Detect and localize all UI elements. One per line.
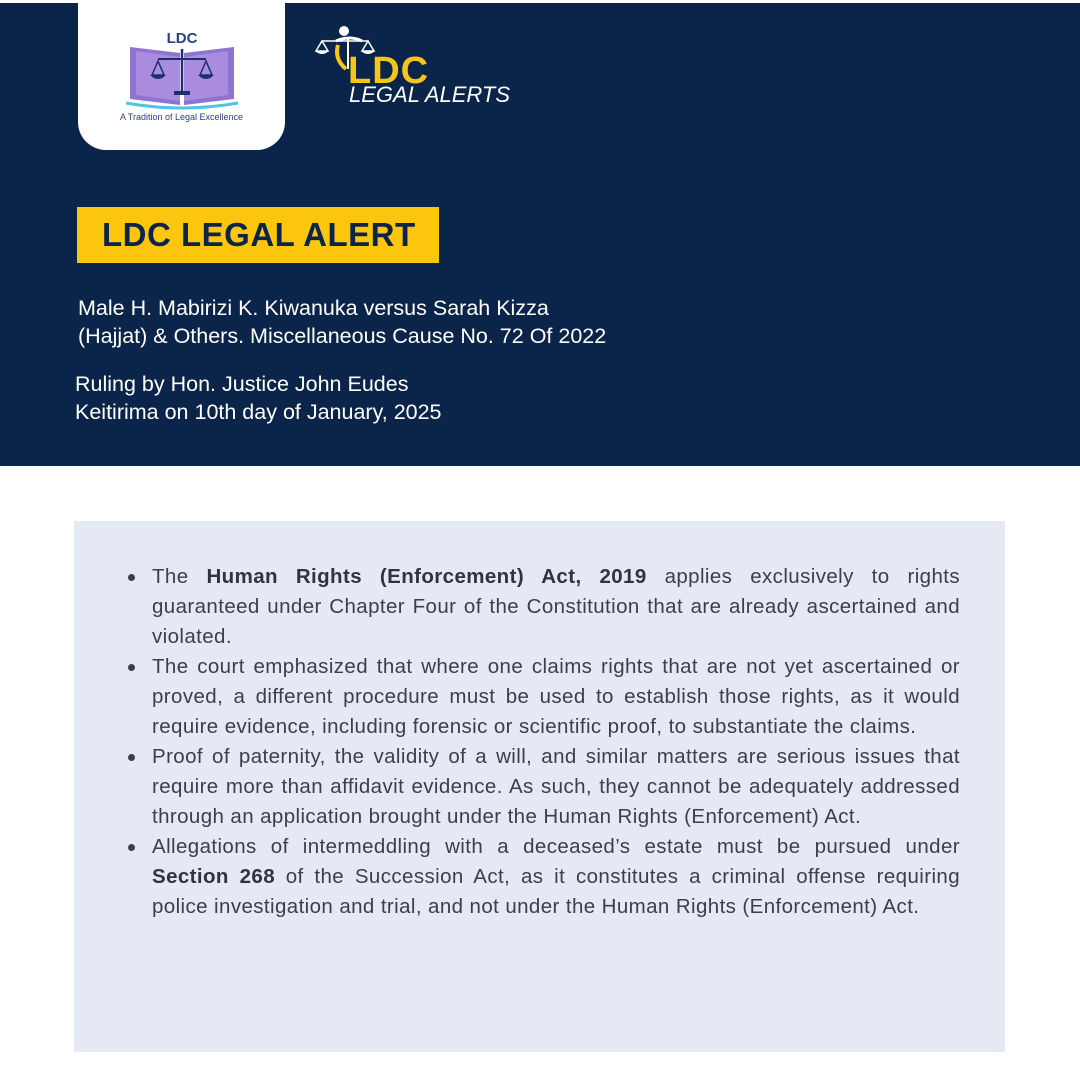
brand-subtitle: LEGAL ALERTS	[349, 82, 511, 107]
ruling-line-1: Ruling by Hon. Justice John Eudes	[75, 372, 409, 396]
case-title-line-2: (Hajjat) & Others. Miscellaneous Cause No. 72 Of 2022	[78, 324, 607, 348]
header-banner	[0, 3, 1080, 466]
case-title-line-1: Male H. Mabirizi K. Kiwanuka versus Sarah Kizza	[78, 296, 549, 320]
list-item: Allegations of intermeddling with a deceased’s estate must be pursued under Section 268 of the Succession Act, as it constitutes a criminal offense requiring police investigation and trial, and not under the Human Rights (Enforcement) Act.	[152, 832, 960, 922]
list-item: The court emphasized that where one claims rights that are not yet ascertained or proved, a different procedure must be used to establish those rights, as it would require evidence, including forensic or scientific proof, to substantiate the claims.	[152, 652, 960, 742]
ldc-book-scales-logo	[122, 27, 242, 111]
key-points-list	[152, 562, 960, 922]
logo-card	[78, 3, 285, 150]
case-title	[78, 294, 718, 350]
key-points-panel	[74, 521, 1005, 1052]
list-item: Proof of paternity, the validity of a will, and similar matters are serious issues that require more than affidavit evidence. As such, they cannot be adequately addressed through an application brought under the Human Rights (Enforcement) Act.	[152, 742, 960, 832]
ruling-info	[75, 370, 595, 426]
ruling-line-2: Keitirima on 10th day of January, 2025	[75, 400, 442, 424]
legal-alert-label: LDC LEGAL ALERT	[102, 216, 416, 253]
list-item: The Human Rights (Enforcement) Act, 2019 applies exclusively to rights guaranteed under Chapter Four of the Constitution that are already ascertained and violated.	[152, 562, 960, 652]
logo-tagline: A Tradition of Legal Excellence	[119, 112, 244, 122]
legal-alert-badge	[77, 207, 439, 263]
brand-name: LDC	[348, 50, 430, 92]
logo-initials: LDC	[166, 30, 198, 47]
